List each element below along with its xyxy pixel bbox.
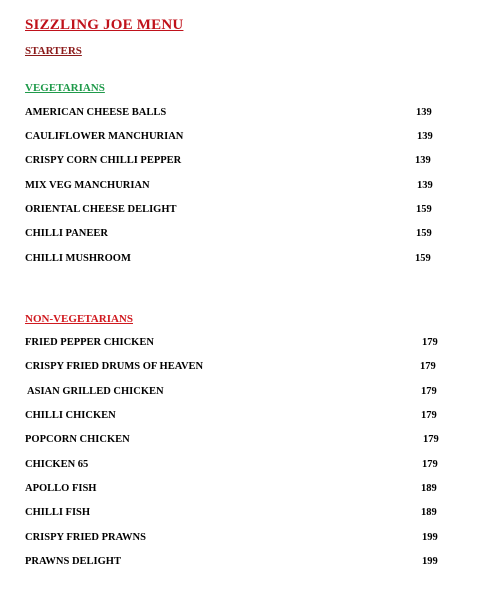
menu-item bbox=[25, 410, 445, 426]
item-name: FRIED PEPPER CHICKEN bbox=[25, 337, 154, 348]
menu-item bbox=[25, 532, 445, 548]
starters-heading: STARTERS bbox=[25, 45, 82, 57]
item-name: PRAWNS DELIGHT bbox=[25, 556, 121, 567]
item-name: APOLLO FISH bbox=[25, 483, 97, 494]
menu-item bbox=[25, 507, 445, 523]
item-name: CHILLI FISH bbox=[25, 507, 91, 518]
item-price: 139 bbox=[415, 155, 431, 166]
menu-item bbox=[25, 361, 445, 377]
item-name: ASIAN GRILLED CHICKEN bbox=[25, 386, 164, 397]
menu-item bbox=[25, 155, 445, 171]
item-name: AMERICAN CHEESE BALLS bbox=[25, 107, 167, 118]
menu-item bbox=[25, 386, 445, 402]
item-price: 199 bbox=[422, 532, 438, 543]
item-price: 179 bbox=[420, 361, 436, 372]
item-price: 199 bbox=[422, 556, 438, 567]
item-price: 179 bbox=[421, 410, 437, 421]
menu-item bbox=[25, 131, 445, 147]
item-price: 139 bbox=[417, 131, 433, 142]
item-price: 139 bbox=[417, 180, 433, 191]
menu-item bbox=[25, 204, 445, 220]
menu-item bbox=[25, 459, 445, 475]
item-price: 159 bbox=[416, 204, 432, 215]
item-name: CRISPY CORN CHILLI PEPPER bbox=[25, 155, 182, 166]
item-price: 179 bbox=[423, 434, 439, 445]
menu-item bbox=[25, 228, 445, 244]
menu-item bbox=[25, 180, 445, 196]
item-name: POPCORN CHICKEN bbox=[25, 434, 130, 445]
item-name: CHILLI PANEER bbox=[25, 228, 108, 239]
item-name: ORIENTAL CHEESE DELIGHT bbox=[25, 204, 177, 215]
item-name: CHILLI MUSHROOM bbox=[25, 253, 131, 264]
item-name: CAULIFLOWER MANCHURIAN bbox=[25, 131, 184, 142]
menu-item bbox=[25, 434, 445, 450]
item-name: MIX VEG MANCHURIAN bbox=[25, 180, 150, 191]
item-price: 179 bbox=[422, 459, 438, 470]
item-price: 179 bbox=[421, 386, 437, 397]
item-name: CRISPY FRIED PRAWNS bbox=[25, 532, 146, 543]
menu-title: SIZZLING JOE MENU bbox=[25, 17, 184, 33]
menu-item bbox=[25, 337, 445, 353]
menu-item bbox=[25, 107, 445, 123]
item-price: 159 bbox=[415, 253, 431, 264]
menu-item bbox=[25, 483, 445, 499]
menu-item bbox=[25, 253, 445, 269]
item-price: 179 bbox=[422, 337, 438, 348]
item-price: 189 bbox=[421, 483, 437, 494]
menu-item bbox=[25, 556, 445, 572]
item-name: CRISPY FRIED DRUMS OF HEAVEN bbox=[25, 361, 204, 372]
non-vegetarians-heading: NON-VEGETARIANS bbox=[25, 313, 133, 325]
vegetarians-heading: VEGETARIANS bbox=[25, 82, 105, 94]
item-name: CHICKEN 65 bbox=[25, 459, 89, 470]
item-price: 139 bbox=[416, 107, 432, 118]
item-price: 189 bbox=[421, 507, 437, 518]
item-price: 159 bbox=[416, 228, 432, 239]
item-name: CHILLI CHICKEN bbox=[25, 410, 116, 421]
